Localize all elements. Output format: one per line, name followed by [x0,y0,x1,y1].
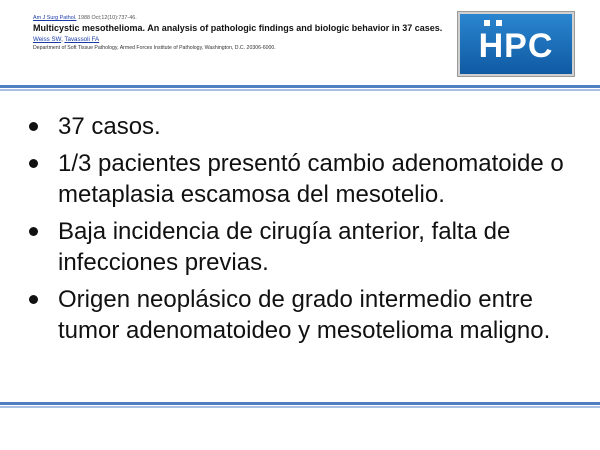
bullet-item [25,111,585,143]
bullet-item [25,216,585,279]
bullet-text: Origen neoplásico de grado intermedio entre tumor adenomatoideo y mesotelioma maligno. [58,285,551,344]
bottom-divider-light [0,406,600,408]
bullet-list [25,111,585,352]
logo-dots-icon [484,20,502,26]
bullet-dot-icon [29,159,38,168]
top-divider [0,85,600,88]
bullet-dot-icon [29,122,38,131]
bullet-text: 1/3 pacientes presentó cambio adenomatoide o metaplasia escamosa del mesotelio. [58,149,564,208]
article-affiliation: Department of Soft Tissue Pathology, Armed Forces Institute of Pathology, Washington, D.C. 20306-6000. [33,44,276,51]
bullet-dot-icon [29,227,38,236]
article-authors [33,35,463,44]
top-divider-light [0,89,600,91]
bullet-text: Baja incidencia de cirugía anterior, falta de infecciones previas. [58,217,511,276]
bullet-dot-icon [29,295,38,304]
bullet-item [25,148,585,211]
citation-date-pages: 1988 Oct;12(10):737-46. [76,15,137,21]
author-link-tavassoli[interactable]: Tavassoli FA [64,35,100,43]
journal-link[interactable]: Am J Surg Pathol. [33,15,77,21]
hpc-logo [458,12,574,76]
author-link-weiss[interactable]: Weiss SW [33,35,62,43]
article-title: Multicystic mesothelioma. An analysis of pathologic findings and biologic behavior in 37 cases. [33,23,443,33]
article-citation [33,14,463,52]
logo-text: HPC [478,27,554,65]
bullet-text: 37 casos. [58,113,161,140]
author-separator: , [61,35,65,43]
citation-source [33,14,463,22]
bullet-item [25,284,585,347]
bottom-divider [0,402,600,405]
